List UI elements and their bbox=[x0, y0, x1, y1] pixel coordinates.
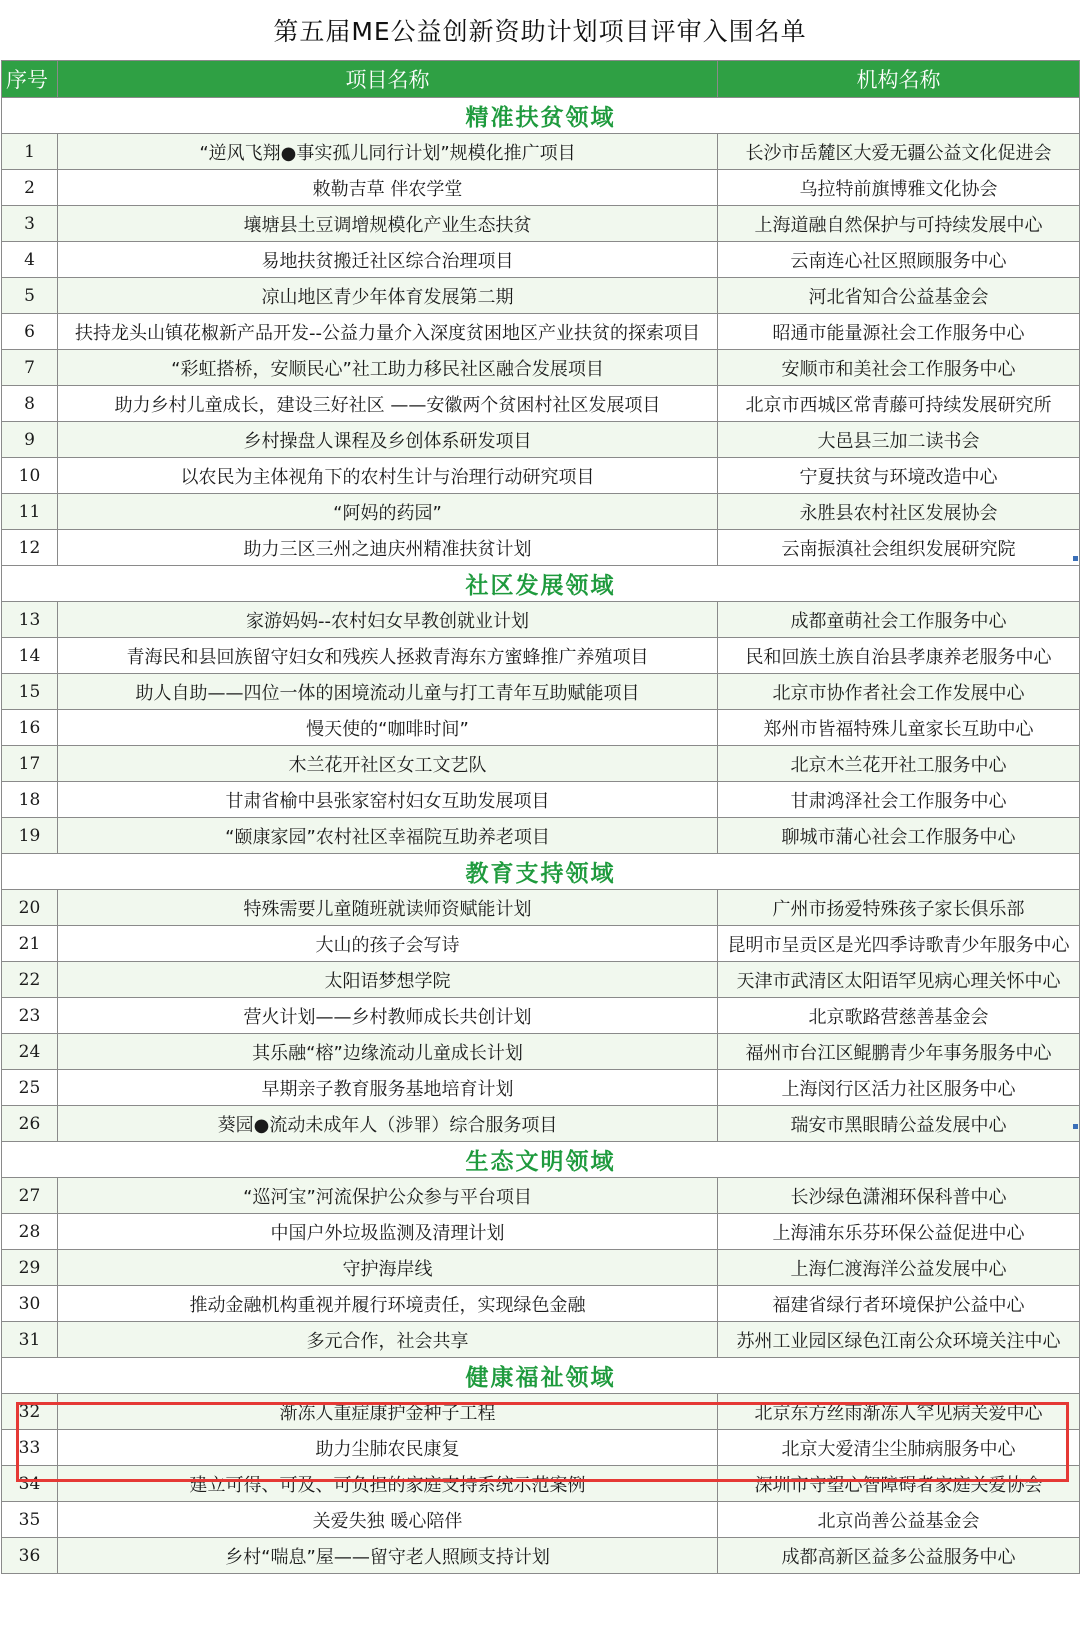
row-number: 16 bbox=[2, 710, 58, 746]
header-row bbox=[2, 61, 1080, 98]
section-title: 教育支持领域 bbox=[2, 854, 1080, 890]
row-number: 27 bbox=[2, 1178, 58, 1214]
organization-name: 北京市西城区常青藤可持续发展研究所 bbox=[718, 386, 1080, 422]
row-number: 30 bbox=[2, 1286, 58, 1322]
table-row bbox=[2, 1502, 1080, 1538]
organization-name: 长沙市岳麓区大爱无疆公益文化促进会 bbox=[718, 134, 1080, 170]
project-name: “巡河宝”河流保护公众参与平台项目 bbox=[58, 1178, 718, 1214]
table-row bbox=[2, 458, 1080, 494]
project-name: 以农民为主体视角下的农村生计与治理行动研究项目 bbox=[58, 458, 718, 494]
column-header-organization: 机构名称 bbox=[718, 61, 1080, 98]
project-name: 守护海岸线 bbox=[58, 1250, 718, 1286]
project-name: 中国户外垃圾监测及清理计划 bbox=[58, 1214, 718, 1250]
row-number: 25 bbox=[2, 1070, 58, 1106]
table-row bbox=[2, 530, 1080, 566]
project-name: 关爱失独 暖心陪伴 bbox=[58, 1502, 718, 1538]
row-number: 34 bbox=[2, 1466, 58, 1502]
project-name: 葵园●流动未成年人（涉罪）综合服务项目 bbox=[58, 1106, 718, 1142]
organization-name: 苏州工业园区绿色江南公众环境关注中心 bbox=[718, 1322, 1080, 1358]
organization-name: 昭通市能量源社会工作服务中心 bbox=[718, 314, 1080, 350]
organization-name: 北京市协作者社会工作发展中心 bbox=[718, 674, 1080, 710]
project-name: 其乐融“榕”边缘流动儿童成长计划 bbox=[58, 1034, 718, 1070]
organization-name: 北京大爱清尘尘肺病服务中心 bbox=[718, 1430, 1080, 1466]
project-name: 慢天使的“咖啡时间” bbox=[58, 710, 718, 746]
project-name: “逆风飞翔●事实孤儿同行计划”规模化推广项目 bbox=[58, 134, 718, 170]
organization-name: 广州市扬爱特殊孩子家长俱乐部 bbox=[718, 890, 1080, 926]
project-name: 建立可得、可及、可负担的家庭支持系统示范案例 bbox=[58, 1466, 718, 1502]
organization-name: 宁夏扶贫与环境改造中心 bbox=[718, 458, 1080, 494]
project-name: “颐康家园”农村社区幸福院互助养老项目 bbox=[58, 818, 718, 854]
project-name: 乡村操盘人课程及乡创体系研发项目 bbox=[58, 422, 718, 458]
table-row bbox=[2, 818, 1080, 854]
organization-name: 郑州市皆福特殊儿童家长互助中心 bbox=[718, 710, 1080, 746]
project-name: 壤塘县土豆调增规模化产业生态扶贫 bbox=[58, 206, 718, 242]
table-row bbox=[2, 746, 1080, 782]
project-name: 敕勒吉草 伴农学堂 bbox=[58, 170, 718, 206]
row-number: 4 bbox=[2, 242, 58, 278]
cell-marker-icon bbox=[1073, 1124, 1078, 1129]
organization-name: 云南振滇社会组织发展研究院 bbox=[718, 530, 1080, 566]
table-row bbox=[2, 1250, 1080, 1286]
section-row bbox=[2, 566, 1080, 602]
row-number: 9 bbox=[2, 422, 58, 458]
organization-name: 民和回族土族自治县孝康养老服务中心 bbox=[718, 638, 1080, 674]
row-number: 33 bbox=[2, 1430, 58, 1466]
project-name: 木兰花开社区女工文艺队 bbox=[58, 746, 718, 782]
table-row bbox=[2, 350, 1080, 386]
row-number: 7 bbox=[2, 350, 58, 386]
table-row bbox=[2, 926, 1080, 962]
row-number: 32 bbox=[2, 1394, 58, 1430]
table-row bbox=[2, 1466, 1080, 1502]
organization-name: 上海浦东乐芬环保公益促进中心 bbox=[718, 1214, 1080, 1250]
row-number: 6 bbox=[2, 314, 58, 350]
project-name: 助人自助——四位一体的困境流动儿童与打工青年互助赋能项目 bbox=[58, 674, 718, 710]
project-name: 特殊需要儿童随班就读师资赋能计划 bbox=[58, 890, 718, 926]
row-number: 8 bbox=[2, 386, 58, 422]
page-title: 第五届ME公益创新资助计划项目评审入围名单 bbox=[273, 17, 807, 46]
section-title: 生态文明领域 bbox=[2, 1142, 1080, 1178]
project-name: 助力乡村儿童成长，建设三好社区 ——安徽两个贫困村社区发展项目 bbox=[58, 386, 718, 422]
table-row bbox=[2, 890, 1080, 926]
table-row bbox=[2, 242, 1080, 278]
organization-name: 大邑县三加二读书会 bbox=[718, 422, 1080, 458]
project-name: 乡村“喘息”屋——留守老人照顾支持计划 bbox=[58, 1538, 718, 1574]
organization-name: 北京东方丝雨渐冻人罕见病关爱中心 bbox=[718, 1394, 1080, 1430]
row-number: 12 bbox=[2, 530, 58, 566]
row-number: 14 bbox=[2, 638, 58, 674]
table-row bbox=[2, 1538, 1080, 1574]
project-name: 助力尘肺农民康复 bbox=[58, 1430, 718, 1466]
organization-name: 安顺市和美社会工作服务中心 bbox=[718, 350, 1080, 386]
project-name: 营火计划——乡村教师成长共创计划 bbox=[58, 998, 718, 1034]
organization-name: 北京尚善公益基金会 bbox=[718, 1502, 1080, 1538]
row-number: 28 bbox=[2, 1214, 58, 1250]
section-title: 精准扶贫领域 bbox=[2, 98, 1080, 134]
organization-name: 北京木兰花开社工服务中心 bbox=[718, 746, 1080, 782]
table-row bbox=[2, 170, 1080, 206]
table-row bbox=[2, 1394, 1080, 1430]
project-name: 多元合作，社会共享 bbox=[58, 1322, 718, 1358]
organization-name: 上海闵行区活力社区服务中心 bbox=[718, 1070, 1080, 1106]
project-name: 家游妈妈--农村妇女早教创就业计划 bbox=[58, 602, 718, 638]
organization-name: 福建省绿行者环境保护公益中心 bbox=[718, 1286, 1080, 1322]
organization-name: 天津市武清区太阳语罕见病心理关怀中心 bbox=[718, 962, 1080, 998]
organization-name: 成都童萌社会工作服务中心 bbox=[718, 602, 1080, 638]
table-row bbox=[2, 998, 1080, 1034]
table-row bbox=[2, 422, 1080, 458]
row-number: 1 bbox=[2, 134, 58, 170]
organization-name: 乌拉特前旗博雅文化协会 bbox=[718, 170, 1080, 206]
table-row bbox=[2, 134, 1080, 170]
project-name: 早期亲子教育服务基地培育计划 bbox=[58, 1070, 718, 1106]
section-title: 社区发展领域 bbox=[2, 566, 1080, 602]
section-row bbox=[2, 1142, 1080, 1178]
row-number: 23 bbox=[2, 998, 58, 1034]
row-number: 2 bbox=[2, 170, 58, 206]
row-number: 21 bbox=[2, 926, 58, 962]
table-row bbox=[2, 674, 1080, 710]
cell-marker-icon bbox=[1073, 556, 1078, 561]
project-name: “彩虹搭桥，安顺民心”社工助力移民社区融合发展项目 bbox=[58, 350, 718, 386]
project-name: 助力三区三州之迪庆州精准扶贫计划 bbox=[58, 530, 718, 566]
organization-name: 昆明市呈贡区是光四季诗歌青少年服务中心 bbox=[718, 926, 1080, 962]
row-number: 35 bbox=[2, 1502, 58, 1538]
organization-name: 甘肃鸿泽社会工作服务中心 bbox=[718, 782, 1080, 818]
organization-name: 长沙绿色潇湘环保科普中心 bbox=[718, 1178, 1080, 1214]
row-number: 19 bbox=[2, 818, 58, 854]
row-number: 26 bbox=[2, 1106, 58, 1142]
project-name: 渐冻人重症康护金种子工程 bbox=[58, 1394, 718, 1430]
organization-name: 云南连心社区照顾服务中心 bbox=[718, 242, 1080, 278]
row-number: 3 bbox=[2, 206, 58, 242]
project-name: 凉山地区青少年体育发展第二期 bbox=[58, 278, 718, 314]
table-row bbox=[2, 1178, 1080, 1214]
row-number: 22 bbox=[2, 962, 58, 998]
row-number: 31 bbox=[2, 1322, 58, 1358]
organization-name: 深圳市守望心智障碍者家庭关爱协会 bbox=[718, 1466, 1080, 1502]
organization-name: 上海仁渡海洋公益发展中心 bbox=[718, 1250, 1080, 1286]
organization-name: 上海道融自然保护与可持续发展中心 bbox=[718, 206, 1080, 242]
project-name: 易地扶贫搬迁社区综合治理项目 bbox=[58, 242, 718, 278]
row-number: 24 bbox=[2, 1034, 58, 1070]
table-row bbox=[2, 962, 1080, 998]
project-name: 扶持龙头山镇花椒新产品开发--公益力量介入深度贫困地区产业扶贫的探索项目 bbox=[58, 314, 718, 350]
row-number: 15 bbox=[2, 674, 58, 710]
row-number: 18 bbox=[2, 782, 58, 818]
shortlist-table bbox=[1, 60, 1080, 1574]
table-row bbox=[2, 782, 1080, 818]
section-row bbox=[2, 1358, 1080, 1394]
row-number: 13 bbox=[2, 602, 58, 638]
table-body bbox=[2, 98, 1080, 1574]
table-row bbox=[2, 1430, 1080, 1466]
project-name: 推动金融机构重视并履行环境责任，实现绿色金融 bbox=[58, 1286, 718, 1322]
row-number: 5 bbox=[2, 278, 58, 314]
organization-name: 永胜县农村社区发展协会 bbox=[718, 494, 1080, 530]
organization-name: 河北省知合公益基金会 bbox=[718, 278, 1080, 314]
table-row bbox=[2, 710, 1080, 746]
project-name: 青海民和县回族留守妇女和残疾人拯救青海东方蜜蜂推广养殖项目 bbox=[58, 638, 718, 674]
row-number: 29 bbox=[2, 1250, 58, 1286]
project-name: 甘肃省榆中县张家窑村妇女互助发展项目 bbox=[58, 782, 718, 818]
section-row bbox=[2, 98, 1080, 134]
table-row bbox=[2, 602, 1080, 638]
table-row bbox=[2, 1070, 1080, 1106]
row-number: 17 bbox=[2, 746, 58, 782]
organization-name: 聊城市蒲心社会工作服务中心 bbox=[718, 818, 1080, 854]
table-row bbox=[2, 206, 1080, 242]
table-row bbox=[2, 1034, 1080, 1070]
organization-name: 瑞安市黑眼睛公益发展中心 bbox=[718, 1106, 1080, 1142]
project-name: 太阳语梦想学院 bbox=[58, 962, 718, 998]
row-number: 11 bbox=[2, 494, 58, 530]
table-row bbox=[2, 1322, 1080, 1358]
table-row bbox=[2, 638, 1080, 674]
row-number: 10 bbox=[2, 458, 58, 494]
table-row bbox=[2, 278, 1080, 314]
table-row bbox=[2, 1106, 1080, 1142]
section-title: 健康福祉领域 bbox=[2, 1358, 1080, 1394]
table-row bbox=[2, 1214, 1080, 1250]
table-row bbox=[2, 314, 1080, 350]
project-name: 大山的孩子会写诗 bbox=[58, 926, 718, 962]
project-name: “阿妈的药园” bbox=[58, 494, 718, 530]
organization-name: 成都高新区益多公益服务中心 bbox=[718, 1538, 1080, 1574]
column-header-number: 序号 bbox=[2, 61, 58, 98]
organization-name: 北京歌路营慈善基金会 bbox=[718, 998, 1080, 1034]
table-row bbox=[2, 386, 1080, 422]
column-header-project: 项目名称 bbox=[58, 61, 718, 98]
table-row bbox=[2, 1286, 1080, 1322]
organization-name: 福州市台江区鲲鹏青少年事务服务中心 bbox=[718, 1034, 1080, 1070]
section-row bbox=[2, 854, 1080, 890]
row-number: 20 bbox=[2, 890, 58, 926]
table-row bbox=[2, 494, 1080, 530]
row-number: 36 bbox=[2, 1538, 58, 1574]
